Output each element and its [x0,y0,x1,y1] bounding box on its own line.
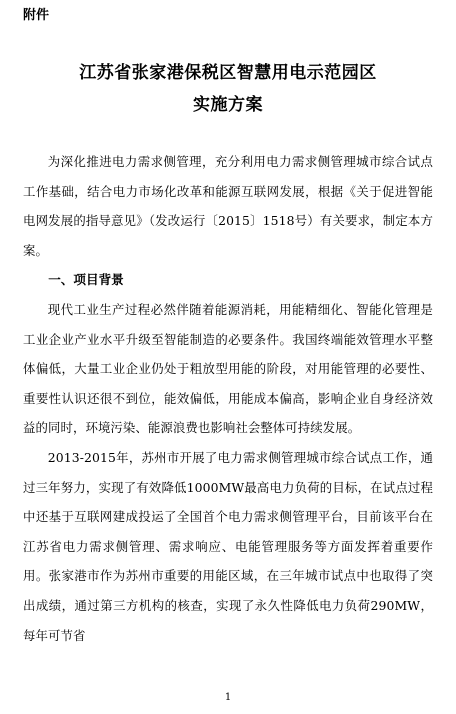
attachment-label: 附件 [23,8,50,23]
intro-paragraph: 为深化推进电力需求侧管理，充分利用电力需求侧管理城市综合试点工作基础，结合电力市场化改革和能源互联网发展，根据《关于促进智能电网发展的指导意见》（发改运行〔2015〕1518号）有关要求，制定本方案。 [23,154,433,258]
document-title-line1: 江苏省张家港保税区智慧用电示范园区 [79,63,377,83]
page-number: 1 [224,692,232,703]
section-heading-background: 一、项目背景 [48,272,124,288]
document-title-line2: 实施方案 [193,95,263,115]
background-paragraph-2: 2013-2015年，苏州市开展了电力需求侧管理城市综合试点工作，通过三年努力，实现了有效降低1000MW最高电力负荷的目标，在试点过程中还基于互联网建成投运了全国首个电力需求侧管理平台，目前该平台在江苏省电力需求侧管理、需求响应、电能管理服务等方面发挥着重要作用。张家港市作为苏州市重要的用能区域，在三年城市试点中也取得了突出成绩，通过第三方机构的核查，实现了永久性降低电力负荷290MW，每年可节省 [23,449,433,643]
document-body [23,147,433,650]
background-paragraph-1: 现代工业生产过程必然伴随着能源消耗，用能精细化、智能化管理是工业企业产业水平升级至智能制造的必要条件。我国终端能效管理水平整体偏低，大量工业企业仍处于粗放型用能的阶段，对用能管理的必要性、重要性认识还很不到位，能效偏低，用能成本偏高，影响企业自身经济效益的同时，环境污染、能源浪费也影响社会整体可持续发展。 [23,301,433,436]
